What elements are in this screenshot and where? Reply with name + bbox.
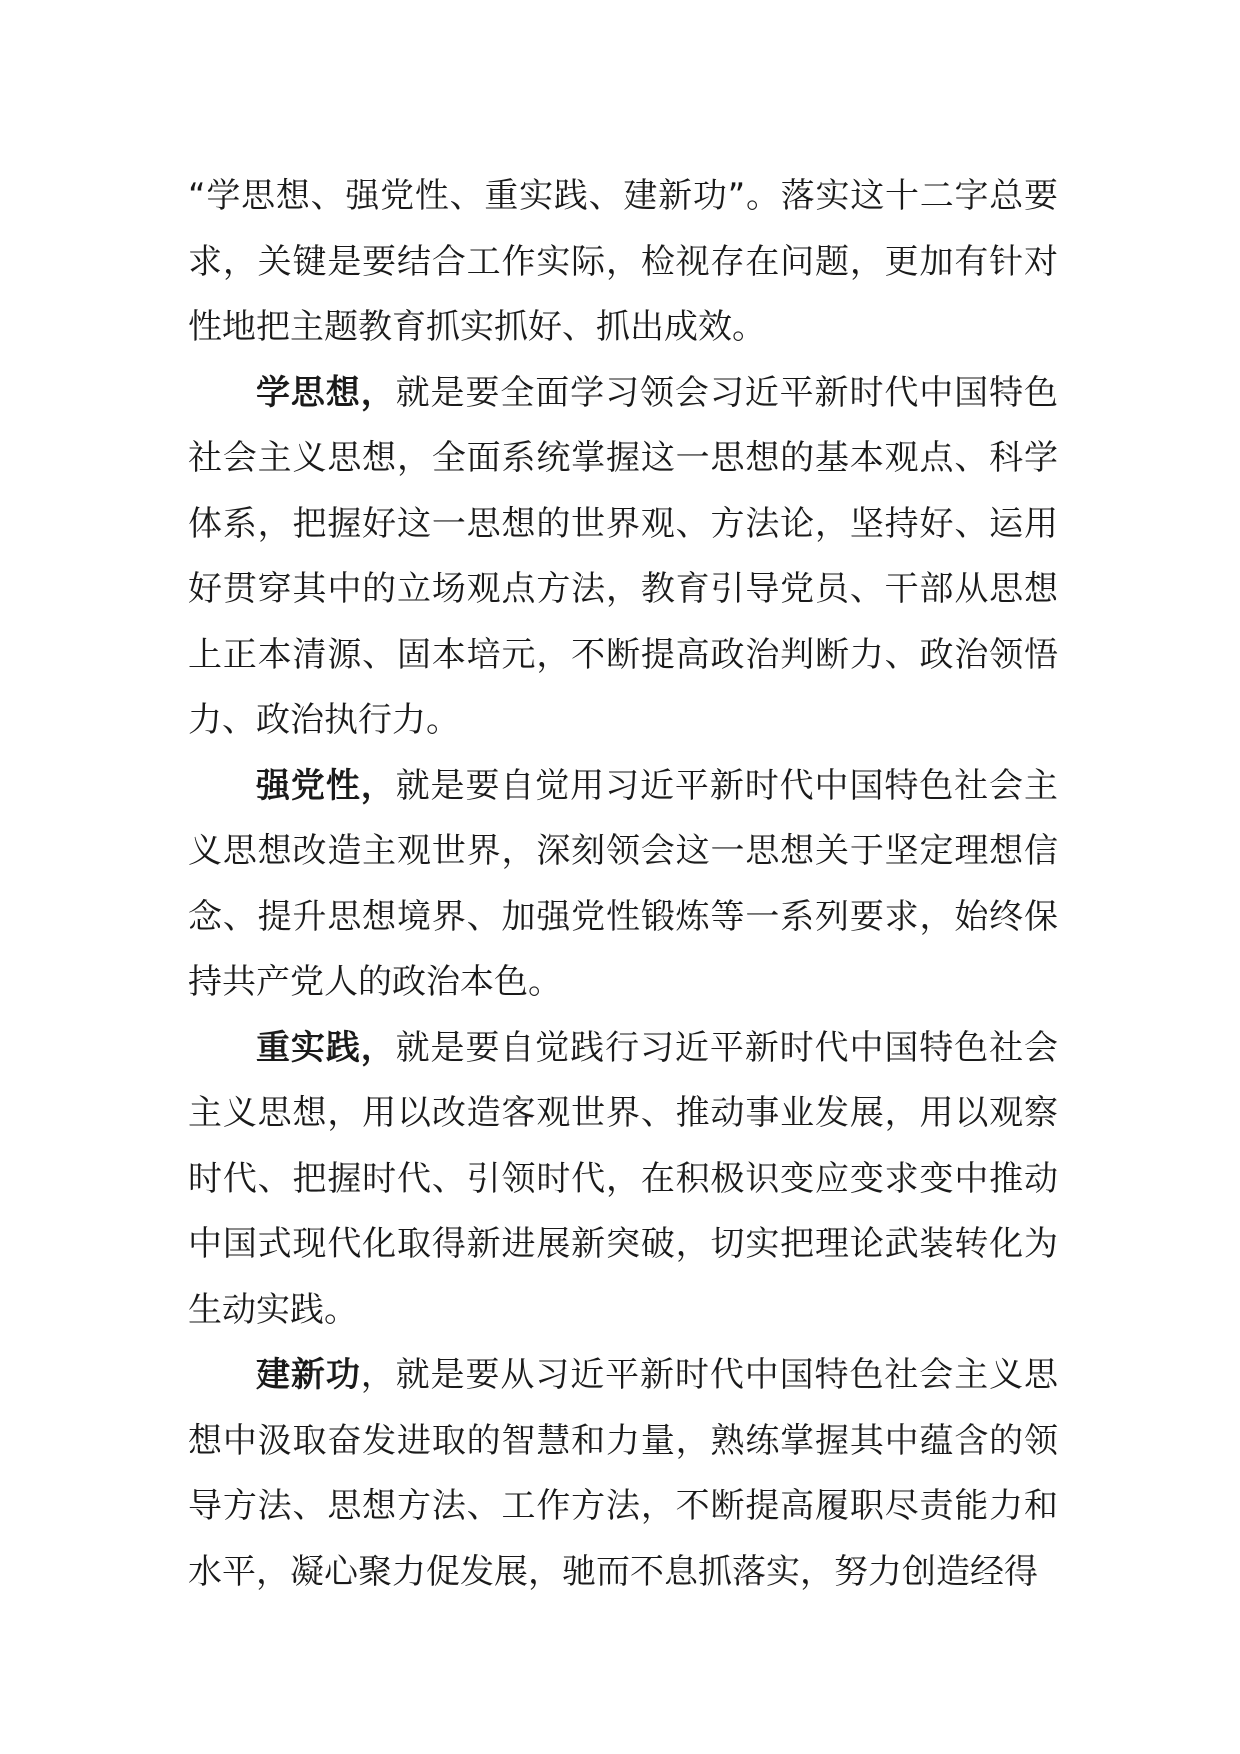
- paragraph-heading: 建新功: [256, 1355, 361, 1395]
- document-body: [188, 164, 1058, 1605]
- paragraph-intro: [188, 164, 1058, 361]
- paragraph-study-thought: [188, 361, 1058, 754]
- paragraph-emphasize-practice: [188, 1016, 1058, 1344]
- paragraph-new-achievements: [188, 1343, 1058, 1605]
- paragraph-heading: 重实践，: [256, 1027, 396, 1068]
- paragraph-text: 就是要自觉践行习近平新时代中国特色社会主义思想，用以改造客观世界、推动事业发展，用以观察时代、把握时代、引领时代，在积极识变应变求变中推动中国式现代化取得新进展新突破，切实把理论武装转化为生动实践。: [188, 1027, 1059, 1330]
- paragraph-text: 就是要全面学习领会习近平新时代中国特色社会主义思想，全面系统掌握这一思想的基本观点、科学体系，把握好这一思想的世界观、方法论，坚持好、运用好贯穿其中的立场观点方法，教育引导党员、干部从思想上正本清源、固本培元，不断提高政治判断力、政治领悟力、政治执行力。: [188, 372, 1059, 740]
- paragraph-heading: 学思想，: [256, 372, 396, 413]
- paragraph-text: “学思想、强党性、重实践、建新功”。落实这十二字总要求，关键是要结合工作实际，检视存在问题，更加有针对性地把主题教育抓实抓好、抓出成效。: [188, 176, 1058, 347]
- paragraph-heading: 强党性，: [256, 765, 396, 806]
- paragraph-strengthen-party: [188, 754, 1058, 1016]
- paragraph-text: 就是要自觉用习近平新时代中国特色社会主义思想改造主观世界，深刻领会这一思想关于坚定理想信念、提升思想境界、加强党性锻炼等一系列要求，始终保持共产党人的政治本色。: [188, 765, 1059, 1002]
- paragraph-text: ，就是要从习近平新时代中国特色社会主义思想中汲取奋发进取的智慧和力量，熟练掌握其中蕴含的领导方法、思想方法、工作方法，不断提高履职尽责能力和水平，凝心聚力促发展，驰而不息抓落实，努力创造经得: [188, 1355, 1059, 1592]
